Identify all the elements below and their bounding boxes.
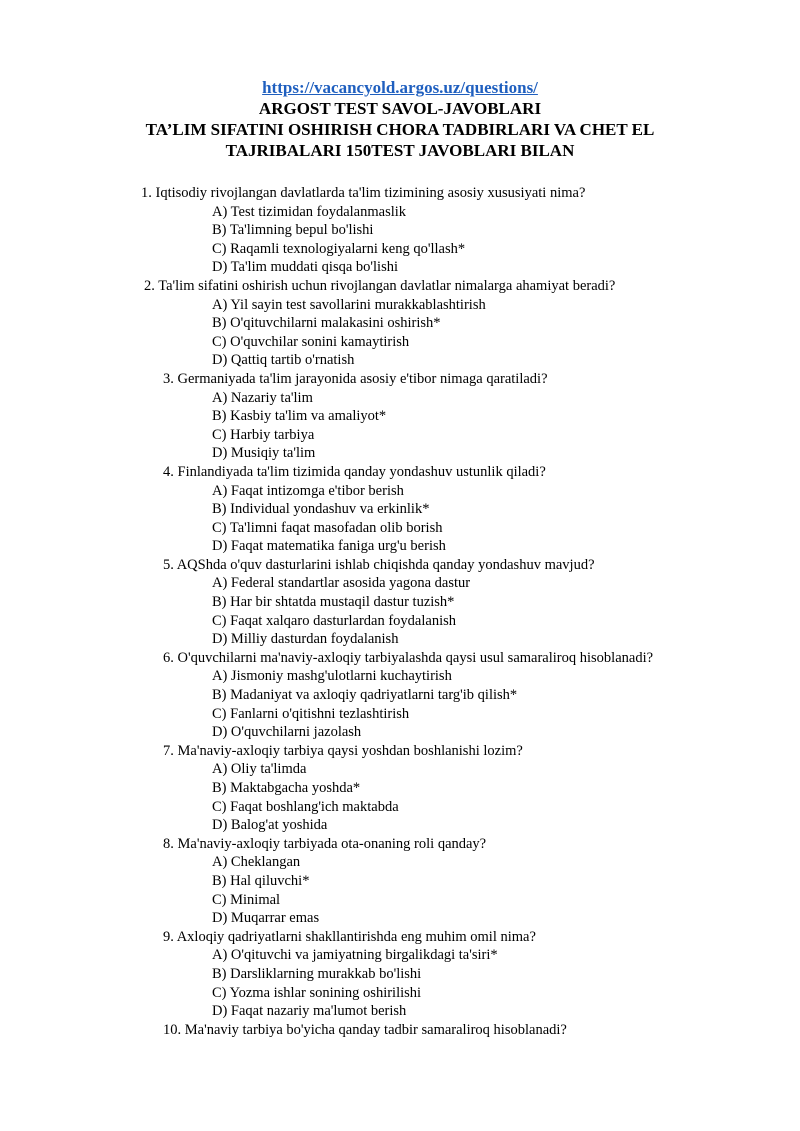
question-text: 6. O'quvchilarni ma'naviy-axloqiy tarbiyalashda qaysi usul samaraliroq hisoblanadi? <box>163 649 654 666</box>
answer-option: C) Faqat xalqaro dasturlardan foydalanish <box>212 612 457 629</box>
answer-option: A) Nazariy ta'lim <box>212 389 313 406</box>
question-text: 8. Ma'naviy-axloqiy tarbiyada ota-onaning roli qanday? <box>163 835 487 852</box>
question-8 <box>0 835 800 928</box>
answer-option: D) Balog'at yoshida <box>212 817 328 834</box>
answer-option: D) Qattiq tartib o'rnatish <box>212 352 355 369</box>
answer-option: B) Darsliklarning murakkab bo'lishi <box>212 965 422 982</box>
question-6 <box>0 649 800 742</box>
answer-option: B) Kasbiy ta'lim va amaliyot* <box>212 408 387 425</box>
answer-option: A) Jismoniy mashg'ulotlarni kuchaytirish <box>212 668 452 685</box>
question-text: 9. Axloqiy qadriyatlarni shakllantirishda eng muhim omil nima? <box>163 928 536 945</box>
answer-option: C) Minimal <box>212 891 281 908</box>
answer-option: B) Har bir shtatda mustaqil dastur tuzish* <box>212 594 455 611</box>
answer-option: A) Yil sayin test savollarini murakkablashtirish <box>212 296 486 313</box>
question-10 <box>0 1021 800 1040</box>
answer-option: A) Oliy ta'limda <box>212 761 307 778</box>
document-title-line-3: TAJRIBALARI 150TEST JAVOBLARI BILAN <box>225 141 575 160</box>
document-title-line-1: ARGOST TEST SAVOL-JAVOBLARI <box>258 99 542 118</box>
question-9 <box>0 928 800 1021</box>
answer-option: C) Ta'limni faqat masofadan olib borish <box>212 519 443 536</box>
answer-option: A) O'qituvchi va jamiyatning birgalikdagi ta'siri* <box>212 947 498 964</box>
answer-option: A) Test tizimidan foydalanmaslik <box>212 203 407 220</box>
answer-option: C) O'quvchilar sonini kamaytirish <box>212 333 410 350</box>
question-text: 1. Iqtisodiy rivojlangan davlatlarda ta'lim tizimining asosiy xususiyati nima? <box>141 185 586 201</box>
answer-option: C) Yozma ishlar sonining oshirilishi <box>212 984 422 1001</box>
answer-option: D) Faqat matematika faniga urg'u berish <box>212 538 446 555</box>
question-list <box>0 184 800 1039</box>
answer-option: B) Maktabgacha yoshda* <box>212 780 361 796</box>
question-1 <box>0 184 800 277</box>
question-2 <box>0 277 800 370</box>
answer-option: D) Faqat nazariy ma'lumot berish <box>212 1003 407 1020</box>
answer-option: A) Federal standartlar asosida yagona dastur <box>212 575 471 592</box>
answer-option: B) Madaniyat va axloqiy qadriyatlarni targ'ib qilish* <box>212 687 518 704</box>
answer-option: B) O'qituvchilarni malakasini oshirish* <box>212 315 441 332</box>
answer-option: B) Ta'limning bepul bo'lishi <box>212 222 374 239</box>
answer-option: D) Musiqiy ta'lim <box>212 445 316 462</box>
question-5 <box>0 556 800 649</box>
answer-option: D) Milliy dasturdan foydalanish <box>212 631 399 648</box>
question-7 <box>0 742 800 835</box>
answer-option: C) Raqamli texnologiyalarni keng qo'llash* <box>212 240 466 257</box>
question-4 <box>0 463 800 556</box>
question-3 <box>0 370 800 463</box>
answer-option: C) Harbiy tarbiya <box>212 426 315 443</box>
question-text: 2. Ta'lim sifatini oshirish uchun rivojlangan davlatlar nimalarga ahamiyat beradi? <box>144 277 616 294</box>
answer-option: C) Fanlarni o'qitishni tezlashtirish <box>212 705 410 722</box>
source-link[interactable]: https://vacancyold.argos.uz/questions/ <box>262 78 538 97</box>
question-text: 3. Germaniyada ta'lim jarayonida asosiy e'tibor nimaga qaratiladi? <box>163 370 548 387</box>
answer-option: A) Faqat intizomga e'tibor berish <box>212 482 404 499</box>
question-text: 5. AQShda o'quv dasturlarini ishlab chiqishda qanday yondashuv mavjud? <box>163 556 595 573</box>
answer-option: D) O'quvchilarni jazolash <box>212 724 362 741</box>
answer-option: D) Ta'lim muddati qisqa bo'lishi <box>212 259 398 276</box>
document-title-line-2: TA’LIM SIFATINI OSHIRISH CHORA TADBIRLARI VA CHET EL <box>145 120 655 139</box>
question-text: 7. Ma'naviy-axloqiy tarbiya qaysi yoshdan boshlanishi lozim? <box>163 742 523 759</box>
answer-option: A) Cheklangan <box>212 854 301 871</box>
question-text: 4. Finlandiyada ta'lim tizimida qanday yondashuv ustunlik qiladi? <box>163 463 546 480</box>
question-text: 10. Ma'naviy tarbiya bo'yicha qanday tadbir samaraliroq hisoblanadi? <box>163 1021 567 1038</box>
answer-option: D) Muqarrar emas <box>212 910 320 927</box>
answer-option: B) Hal qiluvchi* <box>212 872 310 889</box>
answer-option: C) Faqat boshlang'ich maktabda <box>212 798 399 815</box>
answer-option: B) Individual yondashuv va erkinlik* <box>212 501 430 518</box>
document-header <box>0 77 800 161</box>
